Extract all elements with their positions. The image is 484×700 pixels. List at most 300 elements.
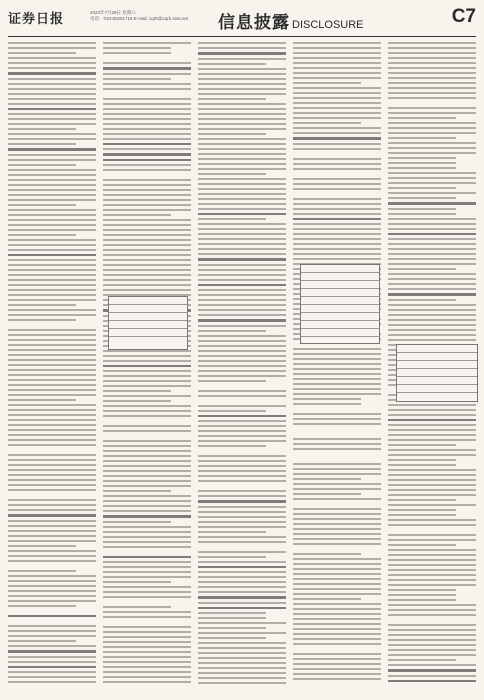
text-line <box>388 604 476 606</box>
text-line <box>8 374 96 376</box>
subheading-line <box>103 556 191 559</box>
text-line <box>103 244 191 246</box>
text-line <box>388 309 476 311</box>
text-line <box>388 243 476 245</box>
text-line <box>8 209 96 211</box>
text-line <box>293 168 381 170</box>
subheading-line <box>103 365 191 368</box>
text-line <box>8 57 96 59</box>
text-line <box>103 148 191 150</box>
text-line <box>103 385 191 387</box>
text-line <box>198 228 286 230</box>
text-line <box>388 278 476 280</box>
text-line <box>293 633 381 635</box>
text-line <box>198 163 286 165</box>
text-line <box>388 659 456 661</box>
text-line <box>388 47 476 49</box>
text-line <box>198 47 286 49</box>
text-line <box>388 82 476 84</box>
text-line <box>388 42 476 44</box>
text-line <box>198 672 286 674</box>
text-line <box>293 493 361 495</box>
text-line <box>293 443 381 445</box>
text-line <box>8 424 96 426</box>
subheading-line <box>8 650 96 653</box>
text-line <box>103 536 191 538</box>
text-line <box>388 127 476 129</box>
text-line <box>198 556 266 558</box>
masthead-rule <box>8 36 476 37</box>
text-line <box>198 455 286 457</box>
section-title-en: DISCLOSURE <box>292 19 364 31</box>
text-line <box>293 158 381 160</box>
text-line <box>388 479 476 481</box>
text-line <box>293 47 381 49</box>
text-line <box>198 248 286 250</box>
text-line <box>388 534 476 536</box>
text-line <box>8 344 96 346</box>
text-line <box>388 464 456 466</box>
text-line <box>103 78 171 80</box>
text-line <box>8 369 96 371</box>
text-line <box>103 118 191 120</box>
text-line <box>388 288 476 290</box>
text-line <box>103 390 171 392</box>
text-line <box>293 518 381 520</box>
text-line <box>198 168 286 170</box>
text-line <box>8 464 96 466</box>
text-line <box>103 52 171 54</box>
text-line <box>103 234 191 236</box>
text-line <box>103 254 191 256</box>
text-line <box>103 561 191 563</box>
subheading-line <box>8 514 96 517</box>
text-line <box>293 373 381 375</box>
text-line <box>293 613 381 615</box>
text-line <box>198 108 286 110</box>
text-line <box>8 214 96 216</box>
text-line <box>198 73 286 75</box>
text-line <box>293 618 381 620</box>
text-line <box>293 353 381 355</box>
section-title <box>218 8 364 33</box>
text-line <box>103 641 191 643</box>
subheading-line <box>388 419 476 422</box>
text-line <box>8 580 96 582</box>
text-line <box>103 204 191 206</box>
text-line <box>8 585 96 587</box>
text-line <box>293 148 381 150</box>
text-line <box>8 154 96 156</box>
text-line <box>8 334 96 336</box>
text-line <box>8 530 96 532</box>
text-line <box>198 330 266 332</box>
subheading-line <box>198 284 286 287</box>
text-line <box>8 479 96 481</box>
text-line <box>198 586 286 588</box>
text-line <box>388 539 476 541</box>
text-line <box>103 108 191 110</box>
text-line <box>8 329 96 331</box>
table-row <box>301 320 379 328</box>
subheading-line <box>293 137 381 140</box>
text-line <box>198 193 286 195</box>
text-line <box>293 208 381 210</box>
text-line <box>103 576 191 578</box>
subheading-line <box>103 67 191 70</box>
text-line <box>388 57 476 59</box>
text-line <box>103 274 191 276</box>
text-line <box>198 279 286 281</box>
text-line <box>198 309 286 311</box>
table-row <box>397 360 477 368</box>
text-line <box>293 238 381 240</box>
text-line <box>103 214 171 216</box>
page-number: C7 <box>451 6 476 27</box>
text-line <box>8 545 76 547</box>
text-line <box>388 334 476 336</box>
text-line <box>8 194 96 196</box>
text-line <box>8 429 96 431</box>
table-row <box>301 272 379 280</box>
text-line <box>293 513 381 515</box>
text-line <box>293 67 381 69</box>
text-line <box>198 203 286 205</box>
text-line <box>293 668 381 670</box>
text-line <box>293 423 381 425</box>
text-line <box>198 677 286 679</box>
text-line <box>8 645 96 647</box>
text-line <box>103 400 171 402</box>
text-line <box>103 676 191 678</box>
text-line <box>8 419 96 421</box>
text-line <box>388 559 476 561</box>
subheading-line <box>198 566 286 569</box>
text-line <box>103 616 191 618</box>
text-line <box>198 637 266 639</box>
text-line <box>388 584 476 586</box>
text-line <box>198 602 286 604</box>
article-columns <box>8 42 476 692</box>
text-line <box>198 143 286 145</box>
text-line <box>198 440 286 442</box>
text-line <box>293 593 381 595</box>
table-row <box>301 280 379 288</box>
subheading-line <box>103 143 191 146</box>
subheading-line <box>103 159 191 162</box>
text-line <box>198 103 286 105</box>
text-line <box>8 239 96 241</box>
text-line <box>8 234 76 236</box>
text-line <box>388 474 476 476</box>
text-line <box>388 574 476 576</box>
text-line <box>293 413 381 415</box>
text-line <box>293 528 381 530</box>
text-line <box>293 228 381 230</box>
text-line <box>198 360 286 362</box>
text-line <box>8 439 96 441</box>
text-line <box>293 603 381 605</box>
column-1 <box>8 42 96 692</box>
text-line <box>198 253 286 255</box>
text-line <box>388 459 456 461</box>
subheading-line <box>198 607 286 610</box>
table-row <box>397 392 477 400</box>
text-line <box>103 269 191 271</box>
text-line <box>388 162 456 164</box>
text-line <box>293 378 381 380</box>
text-line <box>388 609 476 611</box>
text-line <box>293 663 381 665</box>
subheading-line <box>198 415 286 418</box>
text-line <box>388 132 476 134</box>
text-line <box>388 654 476 656</box>
subheading-line <box>198 213 286 216</box>
text-line <box>293 673 381 675</box>
text-line <box>388 268 456 270</box>
text-line <box>103 505 191 507</box>
text-line <box>8 540 96 542</box>
text-line <box>198 173 266 175</box>
text-line <box>293 483 381 485</box>
text-line <box>293 488 381 490</box>
text-line <box>8 555 96 557</box>
text-line <box>8 459 96 461</box>
text-line <box>198 576 286 578</box>
text-line <box>293 57 381 59</box>
text-line <box>388 429 476 431</box>
text-line <box>293 388 381 390</box>
text-line <box>8 62 96 64</box>
text-line <box>103 249 191 251</box>
text-line <box>388 197 456 199</box>
text-line <box>293 658 381 660</box>
text-line <box>198 153 286 155</box>
text-line <box>293 188 381 190</box>
text-line <box>388 424 476 426</box>
text-line <box>388 152 476 154</box>
table-row <box>301 312 379 320</box>
text-line <box>388 649 476 651</box>
text-line <box>293 112 381 114</box>
text-line <box>388 314 476 316</box>
subheading-line <box>388 233 476 236</box>
text-line <box>293 398 361 400</box>
table-row <box>301 336 379 344</box>
text-line <box>293 132 381 134</box>
text-line <box>198 314 286 316</box>
text-line <box>103 591 191 593</box>
text-line <box>293 52 381 54</box>
text-line <box>198 405 286 407</box>
text-line <box>198 561 286 563</box>
masthead-meta <box>90 10 188 22</box>
text-line <box>293 583 381 585</box>
text-line <box>388 97 476 99</box>
text-line <box>8 560 96 562</box>
text-line <box>198 350 286 352</box>
column-4 <box>293 42 381 692</box>
text-line <box>388 549 476 551</box>
text-line <box>198 68 286 70</box>
text-line <box>293 508 381 510</box>
text-line <box>198 365 286 367</box>
text-line <box>103 83 191 85</box>
text-line <box>198 541 286 543</box>
text-line <box>388 192 476 194</box>
text-line <box>103 138 191 140</box>
text-line <box>293 122 361 124</box>
subheading-line <box>8 254 96 257</box>
text-line <box>293 478 361 480</box>
text-line <box>8 133 96 135</box>
subheading-line <box>293 218 381 221</box>
text-line <box>198 183 286 185</box>
text-line <box>293 463 381 465</box>
text-line <box>293 87 381 89</box>
text-line <box>293 588 381 590</box>
text-line <box>388 594 456 596</box>
text-line <box>8 499 96 501</box>
text-line <box>198 98 266 100</box>
text-line <box>198 83 286 85</box>
text-line <box>8 304 76 306</box>
text-line <box>8 535 96 537</box>
text-line <box>8 244 96 246</box>
issue-date: 2023年7月29日 星期六 <box>90 10 136 15</box>
text-line <box>293 448 381 450</box>
text-line <box>103 415 191 417</box>
text-line <box>293 198 381 200</box>
text-line <box>198 128 286 130</box>
text-line <box>103 62 191 64</box>
text-line <box>198 123 286 125</box>
text-line <box>388 469 476 471</box>
text-line <box>198 133 266 135</box>
text-line <box>388 324 476 326</box>
text-line <box>103 631 191 633</box>
text-line <box>293 578 381 580</box>
text-line <box>103 123 191 125</box>
subheading-line <box>8 615 96 618</box>
text-line <box>103 455 191 457</box>
text-line <box>388 67 476 69</box>
text-line <box>8 520 96 522</box>
text-line <box>293 348 381 350</box>
text-line <box>198 380 266 382</box>
text-line <box>388 579 476 581</box>
text-line <box>198 42 286 44</box>
text-line <box>388 172 476 174</box>
text-line <box>293 403 361 405</box>
text-line <box>8 630 96 632</box>
text-line <box>293 383 381 385</box>
text-line <box>8 128 76 130</box>
text-line <box>103 661 191 663</box>
subheading-line <box>103 153 191 156</box>
text-line <box>8 229 96 231</box>
text-line <box>388 92 476 94</box>
text-line <box>388 263 476 265</box>
text-line <box>103 485 191 487</box>
text-line <box>198 420 286 422</box>
text-line <box>198 269 286 271</box>
text-line <box>198 622 286 624</box>
text-line <box>293 608 381 610</box>
text-line <box>388 484 476 486</box>
text-line <box>293 368 381 370</box>
text-line <box>103 480 191 482</box>
text-line <box>8 224 96 226</box>
text-line <box>8 635 96 637</box>
text-line <box>103 184 191 186</box>
text-line <box>8 469 96 471</box>
text-line <box>8 661 96 663</box>
text-line <box>293 163 381 165</box>
text-line <box>103 199 191 201</box>
text-line <box>103 465 191 467</box>
text-line <box>293 127 381 129</box>
text-line <box>103 239 191 241</box>
text-line <box>103 440 191 442</box>
newspaper-brand: 证券日报 <box>8 11 65 26</box>
text-line <box>293 533 381 535</box>
table-row <box>301 288 379 296</box>
text-line <box>388 52 476 54</box>
text-line <box>388 454 476 456</box>
text-line <box>388 444 456 446</box>
text-line <box>8 504 96 506</box>
text-line <box>103 581 171 583</box>
text-line <box>388 112 476 114</box>
text-line <box>388 634 476 636</box>
table-row <box>109 336 187 344</box>
text-line <box>8 389 96 391</box>
text-line <box>388 644 476 646</box>
contact-line: 电话：010-83251716 E-mail: zqrb@zqrb.sina.net <box>90 16 189 21</box>
text-line <box>103 219 191 221</box>
text-line <box>198 516 286 518</box>
text-line <box>388 218 476 220</box>
text-line <box>8 264 96 266</box>
text-line <box>293 97 381 99</box>
section-title-cn: 信息披露 <box>218 13 290 32</box>
masthead <box>8 6 476 36</box>
table-row <box>301 296 379 304</box>
text-line <box>293 643 381 645</box>
text-line <box>293 102 381 104</box>
text-line <box>198 652 286 654</box>
table-row <box>397 352 477 360</box>
subheading-line <box>103 515 191 518</box>
text-line <box>388 544 456 546</box>
text-line <box>198 63 266 65</box>
text-line <box>8 78 96 80</box>
text-line <box>293 178 381 180</box>
text-line <box>8 98 96 100</box>
text-line <box>8 269 96 271</box>
text-line <box>8 184 96 186</box>
text-line <box>198 642 286 644</box>
subheading-line <box>8 72 96 75</box>
text-line <box>388 524 476 526</box>
text-line <box>8 289 96 291</box>
text-line <box>8 605 76 607</box>
text-line <box>293 623 381 625</box>
text-line <box>103 510 191 512</box>
text-line <box>103 259 191 261</box>
subheading-line <box>198 52 286 55</box>
